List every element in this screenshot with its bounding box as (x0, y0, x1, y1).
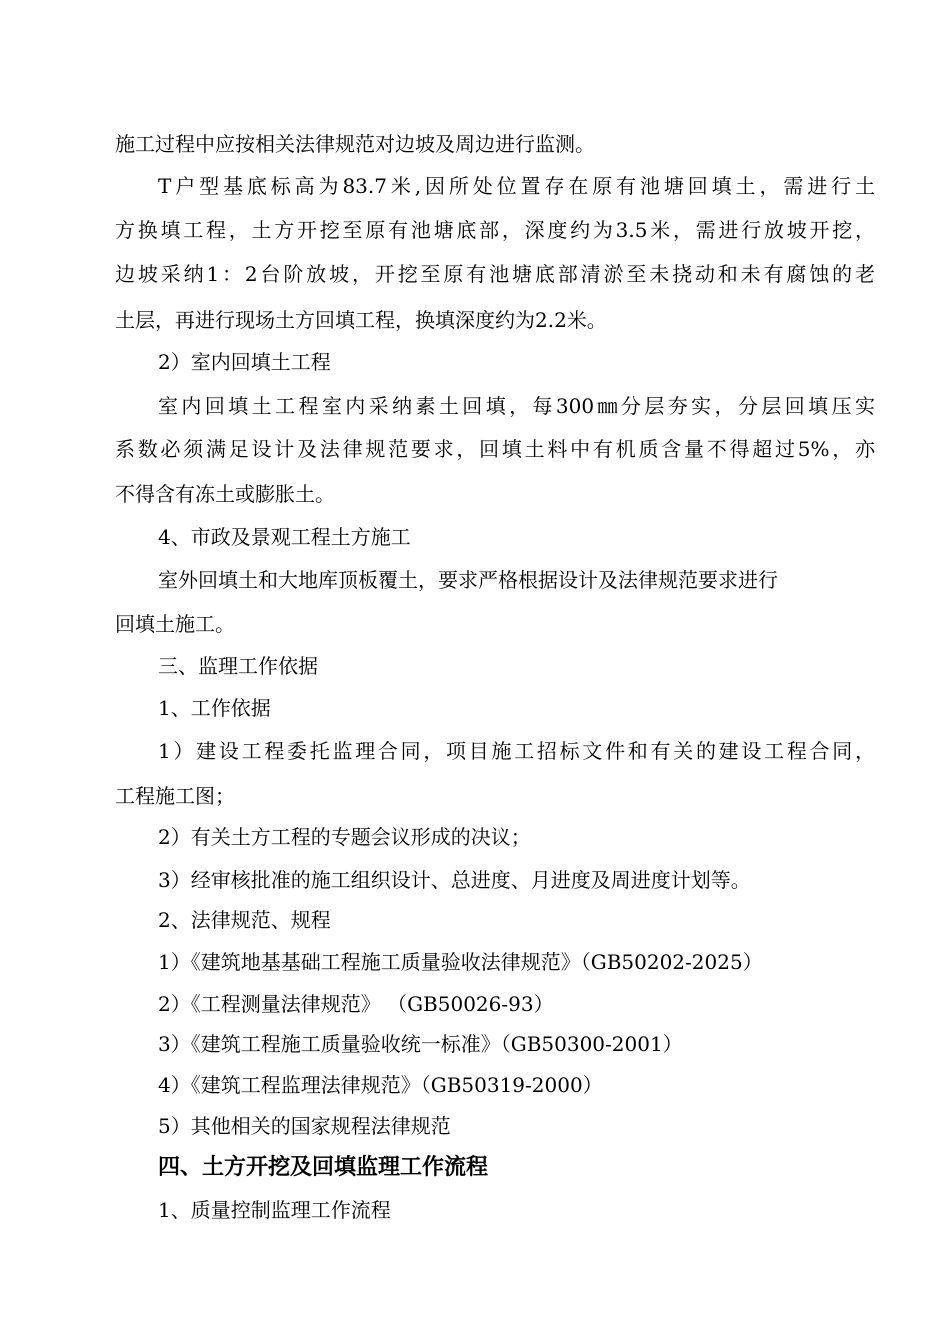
list-item: 1）《建筑地基基础工程施工质量验收法律规范》（GB50202-2025） (158, 950, 763, 974)
subsection-heading: 1、工作依据 (158, 696, 271, 720)
subsection-heading: 4、市政及景观工程土方施工 (158, 525, 411, 549)
list-item: 1）建设工程委托监理合同，项目施工招标文件和有关的建设工程合同， (158, 739, 875, 763)
subsection-heading: 1、质量控制监理工作流程 (158, 1198, 391, 1222)
subsection-heading: 2、法律规范、规程 (158, 908, 331, 932)
list-item: 工程施工图； (115, 784, 235, 808)
chapter-heading: 四、土方开挖及回填监理工作流程 (158, 1154, 489, 1180)
list-item: 3）《建筑工程施工质量验收统一标准》（GB50300-2001） (158, 1032, 683, 1056)
list-item: 4）《建筑工程监理法律规范》（GB50319-2000） (158, 1073, 603, 1097)
paragraph-line: T户型基底标高为83.7米,因所处位置存在原有池塘回填土，需进行土 (158, 174, 875, 198)
paragraph-line: 边坡采纳1：2台阶放坡，开挖至原有池塘底部清淤至未挠动和未有腐蚀的老 (115, 262, 875, 286)
list-item: 3）经审核批准的施工组织设计、总进度、月进度及周进度计划等。 (158, 868, 751, 892)
list-item: 5）其他相关的国家规程法律规范 (158, 1114, 451, 1138)
paragraph-line: 回填土施工。 (115, 612, 235, 636)
list-item: 2）《工程测量法律规范》 （GB50026-93） (158, 992, 554, 1016)
paragraph-line: 土层，再进行现场土方回填工程，换填深度约为2.2米。 (115, 308, 607, 332)
text-line: 施工过程中应按相关法律规范对边坡及周边进行监测。 (115, 132, 595, 156)
subsection-heading: 2）室内回填土工程 (158, 350, 331, 374)
paragraph-line: 方换填工程，土方开挖至原有池塘底部，深度约为3.5米，需进行放坡开挖， (115, 218, 875, 242)
paragraph-line: 室内回填土工程室内采纳素土回填，每300㎜分层夯实，分层回填压实 (158, 394, 875, 418)
list-item: 2）有关土方工程的专题会议形成的决议； (158, 825, 531, 849)
paragraph-line: 室外回填土和大地库顶板覆土，要求严格根据设计及法律规范要求进行 (158, 568, 778, 592)
paragraph-line: 系数必须满足设计及法律规范要求，回填土料中有机质含量不得超过5%，亦 (115, 437, 875, 461)
section-heading: 三、监理工作依据 (158, 654, 318, 678)
paragraph-line: 不得含有冻土或膨胀土。 (115, 482, 335, 506)
